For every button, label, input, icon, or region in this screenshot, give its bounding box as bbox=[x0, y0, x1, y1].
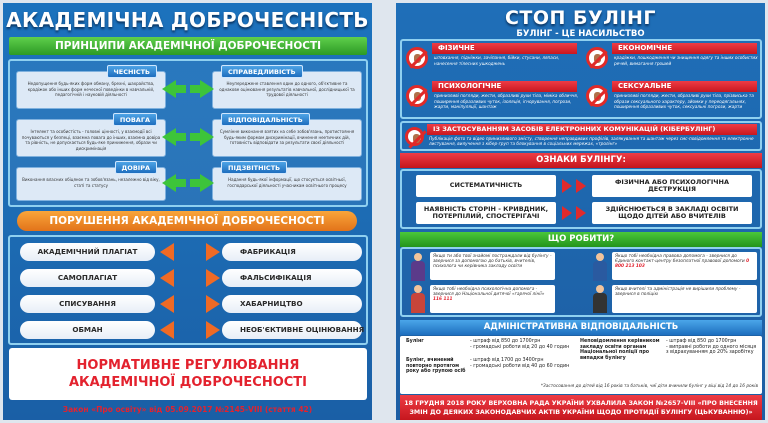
help-text: Якщо тобі необхідна психологічна допомога - звернися до Національної дитячої «гарячої лінії» bbox=[433, 287, 545, 298]
principle-text: Надання будь-якої інформації, що стосується освітньої, господарської діяльності учасникам освітнього процесу bbox=[227, 177, 347, 188]
bullying-type-text: принизливі погляди, жести, образливі рухи тіла, прізвиська та образи сексуального характеру, зйомки у переодягальнях, поширення образливих чуток, сексуальні погрози, жарти bbox=[614, 93, 754, 109]
person-icon bbox=[590, 253, 610, 281]
principle-box bbox=[16, 68, 166, 109]
arrow-right-icon bbox=[206, 243, 220, 261]
signs-heading: ОЗНАКИ БУЛІНГУ: bbox=[400, 153, 762, 168]
principle-label: ДОВІРА bbox=[115, 161, 157, 174]
person-icon bbox=[590, 285, 610, 313]
principle-text: Недопущення будь-яких форм обману, брехні, шахрайства, крадіжок або інших форм нечесної поведінки в навчальній, педагогічній і науковій діяльності bbox=[27, 81, 155, 97]
sign-item: ФІЗИЧНА АБО ПСИХОЛОГІЧНА ДЕСТРУКЦІЯ bbox=[592, 175, 752, 197]
violation-item: СПИСУВАННЯ bbox=[20, 295, 155, 313]
help-heading: ЩО РОБИТИ? bbox=[400, 232, 762, 247]
help-frame bbox=[400, 247, 762, 317]
violations-heading: ПОРУШЕННЯ АКАДЕМІЧНОЇ ДОБРОЧЕСНОСТІ bbox=[17, 211, 357, 231]
arrow-left-icon bbox=[160, 269, 174, 287]
help-item bbox=[430, 252, 555, 280]
poster-title: АКАДЕМІЧНА ДОБРОЧЕСНІСТЬ bbox=[6, 8, 369, 32]
arrow-left-icon bbox=[162, 128, 176, 146]
cyberbullying-label: ІЗ ЗАСТОСУВАННЯМ ЗАСОБІВ ЕЛЕКТРОННИХ КОМУНІКАЦІЙ (КІБЕРБУЛІНГ) bbox=[427, 124, 757, 135]
prohibited-phone-icon bbox=[405, 127, 424, 146]
help-text: Якщо вчителі та адміністрація не вирішили проблему - звернися в поліцію bbox=[615, 287, 741, 298]
arrow-left-icon bbox=[162, 174, 176, 192]
arrow-right-icon bbox=[562, 206, 572, 220]
arrow-right-icon bbox=[200, 128, 214, 146]
hotline-number: 116 111 bbox=[433, 297, 453, 303]
admin-note: *Застосовання до дітей від 16 років та батьків, чиї діти вчинили булінг у віці від 14 до 16 років bbox=[540, 384, 758, 389]
principle-label: ПІДЗВІТНІСТЬ bbox=[221, 161, 287, 174]
arrow-right-icon bbox=[200, 80, 214, 98]
bullying-type-label: ФІЗИЧНЕ bbox=[432, 43, 577, 54]
bullying-type-label: ПСИХОЛОГІЧНЕ bbox=[432, 81, 577, 92]
norm-line: НОРМАТИВНЕ РЕГУЛЮВАННЯ bbox=[76, 358, 300, 373]
violation-item: НЕОБ'ЄКТИВНЕ ОЦІНЮВАННЯ bbox=[222, 321, 362, 339]
bullying-types-frame bbox=[400, 39, 762, 119]
bullying-type-label: СЕКСУАЛЬНЕ bbox=[612, 81, 757, 92]
poster-subtitle: БУЛІНГ - ЦЕ НАСИЛЬСТВО bbox=[516, 29, 645, 39]
principle-box bbox=[212, 116, 362, 157]
cyberbullying-box bbox=[400, 121, 762, 151]
principle-label: СПРАВЕДЛИВІСТЬ bbox=[221, 65, 303, 78]
law-reference: Закон «Про освіту» від 05.09.2017 №2145-VIII (стаття 42) bbox=[62, 405, 313, 414]
prohibited-harassment-icon bbox=[586, 85, 608, 107]
bullying-type-text: принизливі погляди, жести, образливі рухи тіла, міміка обличчя, поширення образливих чуток, ізоляція, ігнорування, погрози, жарти, маніпуляції, шантаж bbox=[434, 93, 579, 109]
sign-item: ЗДІЙСНЮЄТЬСЯ В ЗАКЛАДІ ОСВІТИ ЩОДО ДІТЕЙ АБО ВЧИТЕЛІВ bbox=[592, 202, 752, 224]
admin-penalty: - штраф від 850 до 1700грн - громадські роботи від 20 до 40 годин bbox=[470, 339, 570, 350]
violation-item: АКАДЕМІЧНИЙ ПЛАГІАТ bbox=[20, 243, 155, 261]
cyberbullying-text: Публікація фото та відео принизливого змісту, створення неправдивих профілів, залякування та шантаж через смс-повідомлення та електронне листування, вилучення з кібер-груп та блокування в соціальних мережах, «тролінг» bbox=[429, 136, 754, 147]
help-text: Якщо ти або твої знайомі постраждали від булінгу - звернися за допомогою до батьків, вчителів, психолога чи керівника закладу освіти bbox=[433, 254, 552, 270]
help-item bbox=[430, 285, 555, 313]
arrow-right-icon bbox=[576, 206, 586, 220]
violations-frame bbox=[8, 235, 368, 345]
principle-text: Інтелект та особистість - головні цінності, у взаємодії всі почуваються у безпеці, взаємна повага до інших, взаємна довіра та рівність, не допускається будь-яке приниження, образи чи дискримінація bbox=[21, 129, 161, 151]
principles-heading: ПРИНЦИПИ АКАДЕМІЧНОЇ ДОБРОЧЕСНОСТІ bbox=[9, 37, 367, 55]
signs-frame bbox=[400, 169, 762, 229]
bullying-type bbox=[584, 43, 759, 79]
principle-text: Виконання власних обіцянок та зобов'язань, незалежно від віку, статі та статусу bbox=[22, 177, 160, 188]
bullying-type bbox=[404, 81, 579, 117]
admin-who: Неповідомлення керівником закладу освіти органам Національної поліції про випадки булінгу bbox=[580, 339, 660, 361]
violation-item: ОБМАН bbox=[20, 321, 155, 339]
principle-text: Сумлінне виконання взятих на себе зобов'язань, протистояння будь-яким формам дискримінації, вчинення неетичних дій, готовність відповідати за результати своєї діяльності bbox=[219, 129, 355, 145]
arrow-right-icon bbox=[206, 321, 220, 339]
violation-item: САМОПЛАГІАТ bbox=[20, 269, 155, 287]
arrow-left-icon bbox=[160, 243, 174, 261]
person-icon bbox=[408, 285, 428, 313]
sign-item: СИСТЕМАТИЧНІСТЬ bbox=[416, 175, 556, 197]
hotline-number: 0 800 213 103 bbox=[615, 259, 750, 270]
bullying-type bbox=[404, 43, 579, 79]
admin-penalty: - штраф від 1700 до 3400грн - громадські роботи від 40 до 60 годин bbox=[470, 358, 570, 369]
principle-label: ЧЕСНІСТЬ bbox=[107, 65, 157, 78]
admin-heading: АДМІНІСТРАТИВНА ВІДПОВІДАЛЬНІСТЬ bbox=[400, 320, 762, 335]
prohibited-money-icon bbox=[586, 47, 608, 69]
arrow-right-icon bbox=[206, 295, 220, 313]
principle-box bbox=[212, 68, 362, 109]
principle-label: ВІДПОВІДАЛЬНІСТЬ bbox=[221, 113, 310, 126]
bullying-type-text: штовхання, підніжки, зачіпання, бійки, стусани, ляпаси, нанесення тілесних ушкоджень bbox=[434, 55, 560, 66]
principle-box bbox=[16, 116, 166, 157]
arrow-right-icon bbox=[206, 269, 220, 287]
academic-integrity-poster bbox=[0, 0, 375, 423]
arrow-right-icon bbox=[576, 179, 586, 193]
bullying-type bbox=[584, 81, 759, 117]
admin-who: Булінг bbox=[406, 339, 424, 344]
admin-who: Булінг, вчинений повторно протягом року або групою осіб bbox=[406, 358, 466, 375]
principle-label: ПОВАГА bbox=[113, 113, 157, 126]
principle-box bbox=[212, 164, 362, 201]
arrow-left-icon bbox=[160, 321, 174, 339]
bullying-type-label: ЕКОНОМІЧНЕ bbox=[612, 43, 757, 54]
principle-box bbox=[16, 164, 166, 201]
prohibited-shout-icon bbox=[406, 85, 428, 107]
help-text: Якщо тобі необхідна правова допомога - звернися до Єдиного контакт-центру безоплатної правової допомоги bbox=[615, 254, 745, 265]
norm-line: АКАДЕМІЧНОЇ ДОБРОЧЕСНОСТІ bbox=[69, 375, 307, 390]
stop-bullying-poster bbox=[393, 0, 768, 423]
help-item bbox=[612, 285, 757, 313]
arrow-left-icon bbox=[162, 80, 176, 98]
bullying-type-text: крадіжки, пошкодження чи знищення одягу та інших особистих речей, вимагання грошей bbox=[614, 55, 758, 66]
help-item bbox=[612, 252, 757, 280]
sign-item: НАЯВНІСТЬ СТОРІН - КРИВДНИК, ПОТЕРПІЛИЙ, СПОСТЕРІГАЧІ bbox=[416, 202, 556, 224]
violation-item: ФАБРИКАЦІЯ bbox=[222, 243, 362, 261]
arrow-right-icon bbox=[200, 174, 214, 192]
principles-frame bbox=[8, 59, 368, 207]
norm-regulation-box bbox=[9, 348, 367, 400]
arrow-left-icon bbox=[160, 295, 174, 313]
violation-item: ХАБАРНИЦТВО bbox=[222, 295, 362, 313]
person-icon bbox=[408, 253, 428, 281]
poster-title: СТОП БУЛІНГ bbox=[504, 7, 657, 29]
prohibited-fist-icon bbox=[406, 47, 428, 69]
law-banner: 18 ГРУДНЯ 2018 РОКУ ВЕРХОВНА РАДА УКРАЇНИ УХВАЛИЛА ЗАКОН №2657-VIII «ПРО ВНЕСЕННЯ ЗМІН ДО ДЕЯКИХ ЗАКОНОДАВЧИХ АКТІВ УКРАЇНИ ЩОДО ПРОТИДІЇ БУЛІНГУ (ЦЬКУВАННЮ)» bbox=[400, 395, 762, 421]
admin-penalty: - штраф від 850 до 1700грн - виправні роботи до одного місяця з відрахуванням до 20% заробітку bbox=[666, 339, 757, 356]
admin-table bbox=[400, 336, 762, 394]
principle-text: Неупереджене ставлення один до одного, об'єктивне та однакове оцінювання результатів навчальної, дослідницької та трудової діяльності bbox=[219, 81, 355, 97]
violation-item: ФАЛЬСИФІКАЦІЯ bbox=[222, 269, 362, 287]
arrow-right-icon bbox=[562, 179, 572, 193]
